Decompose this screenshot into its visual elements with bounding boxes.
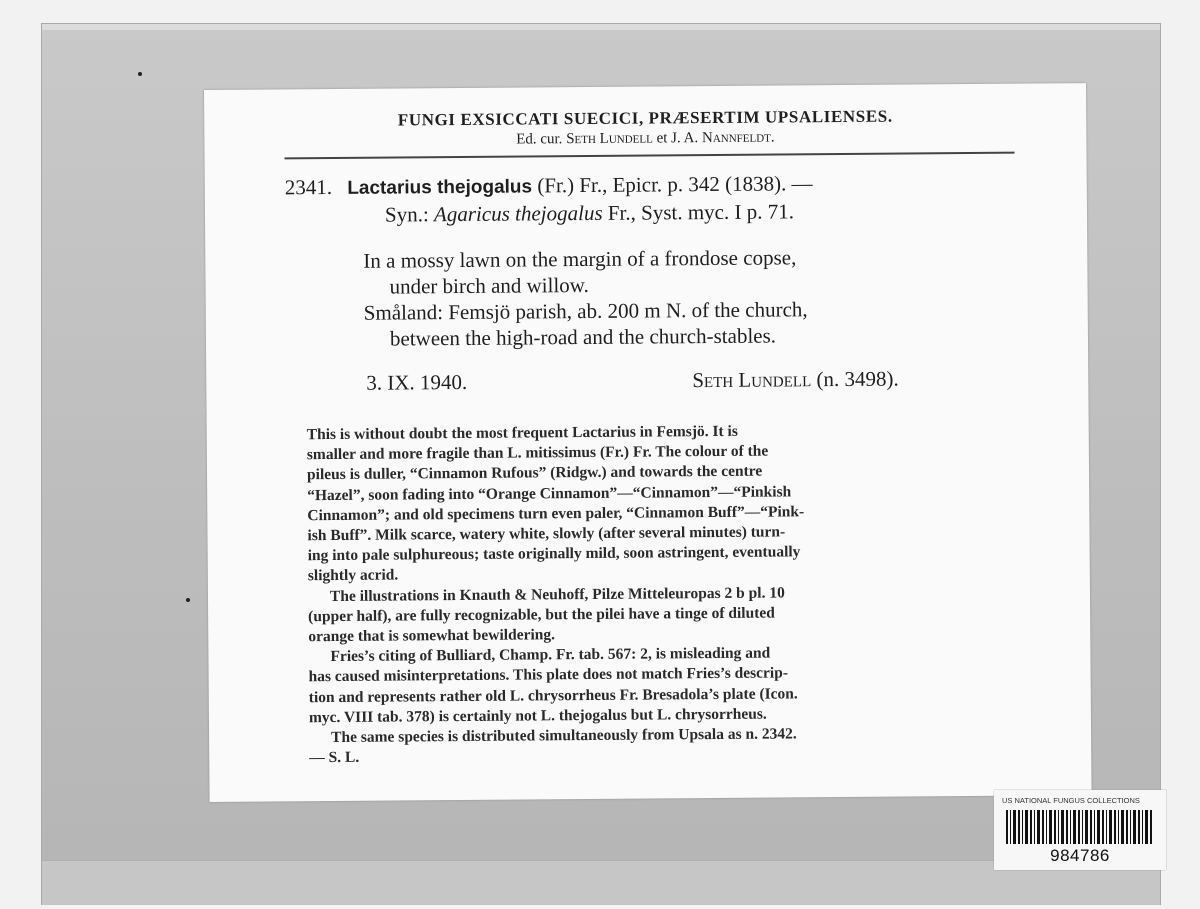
note-line: myc. VIII tab. 378) is certainly not L. thejogalus but L. chrysorrheus. — [308, 705, 767, 727]
note-line: pileus is duller, “Cinnamon Rufous” (Ridgw.) and towards the centre — [306, 463, 763, 484]
locality-line: Småland: Femsjö parish, ab. 200 m N. of the church, — [363, 297, 808, 325]
specimen-label — [204, 83, 1092, 802]
species-heading — [285, 171, 813, 200]
editors-join: et — [656, 130, 668, 147]
synonym-line — [385, 199, 794, 227]
species-authority: (Fr.) Fr., Epicr. p. 342 (1838). — — [537, 171, 813, 198]
habitat-line: under birch and willow. — [389, 272, 589, 299]
habitat-line: In a mossy lawn on the margin of a frondose copse, — [363, 245, 797, 273]
collection-date: 3. IX. 1940. — [366, 369, 468, 395]
note-line: ish Buff”. Milk scarce, watery white, slowly (after several minutes) turn- — [307, 523, 786, 545]
barcode-institution: US NATIONAL FUNGUS COLLECTIONS — [1002, 796, 1140, 805]
barcode-number: 984786 — [1050, 846, 1110, 865]
synonym-reference: Fr., Syst. myc. I p. 71. — [607, 199, 795, 225]
collector-name: Seth Lundell — [692, 367, 812, 393]
note-line: ing into pale sulphureous; taste originally mild, soon astringent, eventually — [307, 543, 801, 565]
editors-prefix: Ed. cur. — [516, 131, 563, 148]
note-line: This is without doubt the most frequent Lactarius in Femsjö. It is — [306, 422, 738, 444]
barcode-icon — [1006, 810, 1154, 844]
dust-speck — [138, 72, 142, 76]
header-rule — [285, 152, 1015, 160]
barcode-tag — [994, 790, 1166, 870]
note-signature: — S. L. — [309, 749, 360, 767]
dust-speck — [186, 598, 190, 602]
notes-block — [307, 420, 1010, 769]
synonym-name: Agaricus thejogalus — [433, 200, 603, 227]
note-line: The same species is distributed simultaneously from Upsala as n. 2342. — [331, 725, 797, 747]
collector — [692, 367, 899, 394]
note-line: orange that is somewhat bewildering. — [308, 626, 556, 646]
folder-bottom-flap — [42, 860, 1160, 905]
note-line: (upper half), are fully recognizable, but the pilei have a tinge of diluted — [308, 604, 775, 626]
note-line: tion and represents rather old L. chrysorrheus Fr. Bresadola’s plate (Icon. — [308, 684, 798, 706]
folder-top-edge — [42, 24, 1160, 30]
exsiccata-number: 2341. — [284, 174, 333, 200]
collector-number: (n. 3498). — [816, 366, 899, 392]
synonym-prefix: Syn.: — [384, 202, 429, 227]
editor-name: J. A. Nannfeldt. — [671, 129, 775, 147]
note-line: has caused misinterpretations. This plate does not match Fries’s descrip- — [308, 664, 789, 686]
note-line: slightly acrid. — [307, 566, 399, 585]
note-line: The illustrations in Knauth & Neuhoff, Pilze Mitteleuropas 2 b pl. 10 — [329, 584, 785, 605]
series-title: FUNGI EXSICCATI SUECICI, PRÆSERTIM UPSALIENSES. — [397, 106, 893, 130]
note-line: Cinnamon”; and old specimens turn even paler, “Cinnamon Buff”—“Pink- — [307, 503, 805, 525]
note-line: “Hazel”, soon fading into “Orange Cinnamon”—“Cinnamon”—“Pinkish — [307, 483, 792, 504]
note-line: smaller and more fragile than L. mitissimus (Fr.) Fr. The colour of the — [306, 442, 769, 464]
editor-name: Seth Lundell — [566, 130, 653, 148]
locality-line: between the high-road and the church-stables. — [389, 323, 777, 351]
note-line: Fries’s citing of Bulliard, Champ. Fr. tab. 567: 2, is misleading and — [330, 644, 771, 666]
species-name: Lactarius thejogalus — [347, 176, 533, 199]
